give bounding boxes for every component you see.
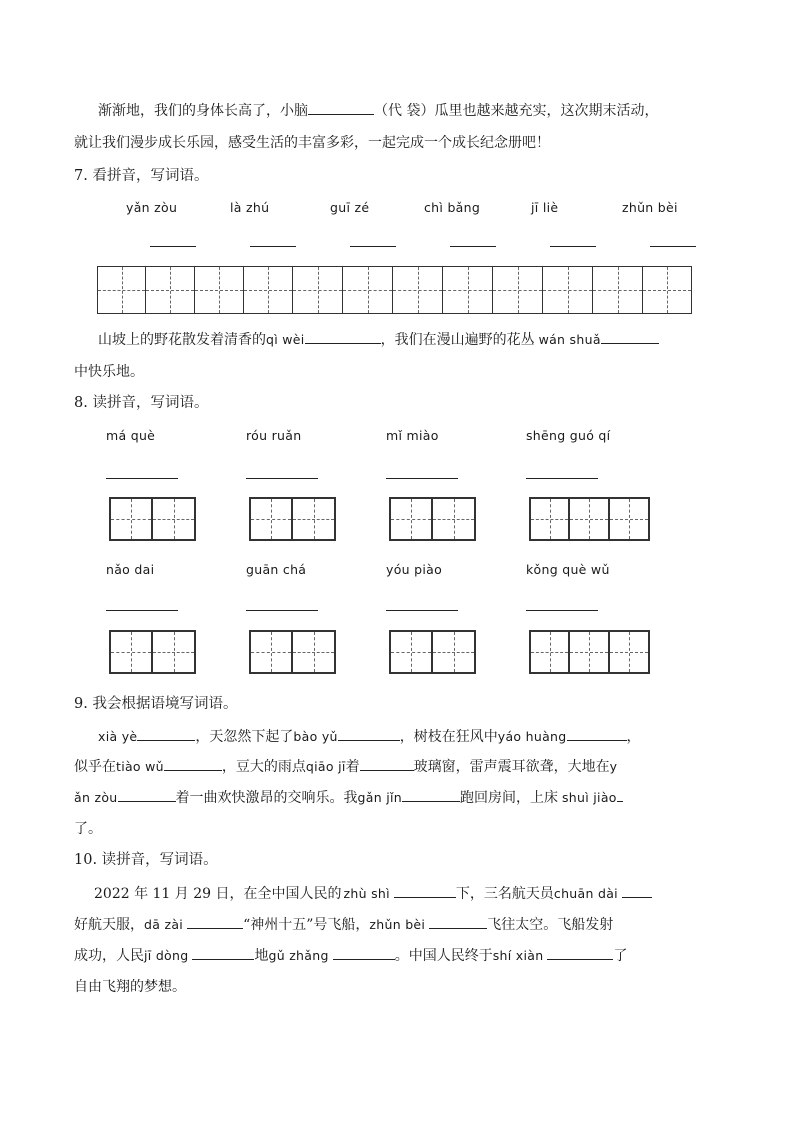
q8-answer-line[interactable] — [106, 478, 178, 479]
answer-blank[interactable] — [164, 756, 222, 771]
q8-grid-1[interactable] — [109, 497, 196, 541]
q8-grid-6[interactable] — [249, 630, 336, 674]
q8-answer-line[interactable] — [526, 610, 598, 611]
q8-grid-5[interactable] — [109, 630, 196, 674]
writing-cell[interactable] — [529, 630, 570, 674]
q7-answer-line[interactable] — [650, 246, 696, 247]
q9-text: ，天忽然下起了 — [195, 729, 294, 745]
writing-cell[interactable] — [293, 630, 336, 674]
q9-text: 着 — [345, 759, 360, 775]
answer-blank[interactable] — [429, 914, 487, 929]
writing-cell[interactable] — [433, 497, 476, 541]
q10-line-4: 自由飞翔的梦想。 — [74, 979, 186, 995]
q9-text: 玻璃窗，雷声震耳欲聋，大地在 — [413, 759, 610, 775]
q10-pinyin-zhushi: zhù shì — [343, 886, 390, 901]
q9-text: ，树枝在狂风中 — [399, 729, 498, 745]
writing-cell[interactable] — [389, 630, 433, 674]
q7-heading: 7. 看拼音，写词语。 — [74, 168, 209, 184]
q10-pinyin-jidong: jī dòng — [144, 948, 189, 963]
q10-line-1 — [94, 879, 652, 909]
intro-choice: （代 袋） — [374, 103, 435, 119]
q7-answer-line[interactable] — [550, 246, 596, 247]
q8-answer-line[interactable] — [246, 478, 318, 479]
writing-cell[interactable] — [153, 497, 196, 541]
q9-pinyin-ganjin: gǎn jǐn — [357, 790, 402, 805]
answer-blank[interactable] — [394, 883, 456, 898]
writing-cell[interactable] — [109, 630, 153, 674]
writing-cell[interactable] — [529, 497, 570, 541]
q9-line-2 — [74, 752, 617, 782]
q7-text-a: 山坡上的野花散发着清香的 — [98, 332, 266, 348]
q10-pinyin-dazai: dā zài — [144, 917, 184, 932]
intro-text-b: 瓜里也越来越充实，这次期末活动， — [434, 103, 659, 119]
q10-text: “神州十五”号飞船， — [243, 917, 370, 933]
q10-text: 下，三名航天员 — [455, 886, 554, 902]
intro-text-a: 渐渐地，我们的身体长高了，小脑 — [98, 103, 308, 119]
writing-cell[interactable] — [570, 497, 610, 541]
answer-blank[interactable] — [601, 329, 659, 344]
writing-cell[interactable] — [343, 266, 393, 314]
q10-line-3 — [74, 941, 627, 971]
writing-cell[interactable] — [249, 630, 293, 674]
writing-cell[interactable] — [146, 266, 195, 314]
intro-line-1 — [98, 96, 658, 126]
q8-pinyin-1: má què — [106, 428, 156, 443]
q8-answer-line[interactable] — [526, 478, 598, 479]
answer-blank[interactable] — [547, 945, 613, 960]
q9-pinyin-anzou: ǎn zòu — [74, 790, 118, 805]
q8-grid-3[interactable] — [389, 497, 476, 541]
q10-text: 2022 年 11 月 29 日，在全中国人民的 — [94, 886, 342, 902]
q8-pinyin-3: mǐ miào — [386, 428, 439, 443]
intro-line-2: 就让我们漫步成长乐园，感受生活的丰富多彩，一起完成一个成长纪念册吧！ — [74, 135, 550, 151]
q7-pinyin-3: guī zé — [330, 200, 370, 215]
q10-text: 。中国人民终于 — [394, 948, 493, 964]
q8-pinyin-6: guān chá — [246, 562, 307, 577]
q10-text: 了 — [613, 948, 628, 964]
q9-line-1 — [98, 722, 641, 752]
q8-pinyin-2: róu ruǎn — [246, 428, 302, 443]
q8-pinyin-4: shēng guó qí — [526, 428, 611, 443]
writing-cell[interactable] — [195, 266, 244, 314]
answer-blank[interactable] — [402, 787, 460, 802]
writing-cell[interactable] — [443, 266, 493, 314]
q7-text-b: ，我们在漫山遍野的花丛 — [380, 332, 535, 348]
q7-answer-line[interactable] — [250, 246, 296, 247]
q8-answer-line[interactable] — [386, 610, 458, 611]
q7-writing-grid[interactable] — [97, 266, 692, 314]
q9-text: 跑回房间，上床 — [459, 790, 558, 806]
q9-line-4: 了。 — [74, 821, 102, 837]
q8-grid-7[interactable] — [389, 630, 476, 674]
q10-heading: 10. 读拼音，写词语。 — [74, 852, 218, 868]
writing-cell[interactable] — [244, 266, 293, 314]
q9-line-3 — [74, 783, 623, 813]
q10-text: 好航天服， — [74, 917, 144, 933]
answer-blank[interactable] — [192, 945, 254, 960]
q9-pinyin-tiaowu: tiào wǔ — [116, 759, 164, 774]
writing-cell[interactable] — [493, 266, 543, 314]
q7-pinyin-5: jī liè — [531, 200, 559, 215]
q9-pinyin-baoyu: bào yǔ — [293, 729, 338, 744]
answer-blank[interactable] — [622, 883, 652, 898]
q7-pinyin-2: là zhú — [230, 200, 270, 215]
q10-pinyin-guzhang: gǔ zhǎng — [268, 948, 329, 963]
writing-cell[interactable] — [109, 497, 153, 541]
q10-text: 地 — [254, 948, 269, 964]
q7-answer-line[interactable] — [350, 246, 396, 247]
writing-cell[interactable] — [293, 266, 343, 314]
answer-blank[interactable] — [137, 726, 195, 741]
q7-sentence-line-1 — [98, 325, 659, 355]
q8-pinyin-8: kǒng què wǔ — [526, 562, 610, 577]
q10-text: 飞往太空。飞船发射 — [487, 917, 614, 933]
writing-cell[interactable] — [610, 630, 650, 674]
writing-cell[interactable] — [97, 266, 146, 314]
answer-blank[interactable] — [118, 787, 176, 802]
q7-pinyin-6: zhǔn bèi — [622, 200, 678, 215]
q9-text: ，豆大的雨点 — [221, 759, 306, 775]
q9-pinyin-xiaye: xià yè — [98, 729, 138, 744]
q9-text: 着一曲欢快激昂的交响乐。我 — [175, 790, 358, 806]
q9-text: 似乎在 — [74, 759, 116, 775]
answer-blank[interactable] — [333, 945, 395, 960]
answer-blank[interactable] — [567, 726, 627, 741]
q8-pinyin-7: yóu piào — [386, 562, 443, 577]
q9-pinyin-yaohuang: yáo huàng — [497, 729, 567, 744]
answer-blank[interactable] — [187, 914, 243, 929]
writing-cell[interactable] — [543, 266, 593, 314]
q8-grid-2[interactable] — [249, 497, 336, 541]
q9-pinyin-y: y — [609, 759, 618, 774]
writing-cell[interactable] — [293, 497, 336, 541]
q10-pinyin-chuandai: chuān dài — [553, 886, 618, 901]
q8-grid-4[interactable] — [529, 497, 650, 541]
q9-pinyin-qiaoji: qiāo jī — [305, 759, 346, 774]
q7-answer-line[interactable] — [150, 246, 196, 247]
answer-blank[interactable] — [617, 787, 623, 802]
q9-pinyin-shuijiao: shuì jiào — [561, 790, 617, 805]
writing-cell[interactable] — [610, 497, 650, 541]
writing-cell[interactable] — [249, 497, 293, 541]
q9-text: ， — [626, 729, 641, 745]
q10-line-2 — [74, 910, 613, 940]
answer-blank[interactable] — [305, 329, 381, 344]
q10-pinyin-zhunbei: zhǔn bèi — [369, 917, 426, 932]
answer-blank[interactable] — [338, 726, 400, 741]
q8-answer-line[interactable] — [106, 610, 178, 611]
writing-cell[interactable] — [433, 630, 476, 674]
q8-pinyin-5: nǎo dai — [106, 562, 155, 577]
writing-cell[interactable] — [570, 630, 610, 674]
q10-text: 成功，人民 — [74, 948, 144, 964]
q7-pinyin-wanshua: wán shuǎ — [538, 332, 601, 347]
q7-answer-line[interactable] — [450, 246, 496, 247]
q9-heading: 9. 我会根据语境写词语。 — [74, 696, 238, 712]
q7-sentence-line-2: 中快乐地。 — [74, 364, 144, 380]
q8-answer-line[interactable] — [246, 610, 318, 611]
writing-cell[interactable] — [153, 630, 196, 674]
writing-cell[interactable] — [643, 266, 692, 314]
q7-pinyin-1: yǎn zòu — [126, 200, 178, 215]
q7-pinyin-4: chì bǎng — [424, 200, 481, 215]
q8-answer-line[interactable] — [386, 478, 458, 479]
q8-grid-8[interactable] — [529, 630, 650, 674]
writing-cell[interactable] — [393, 266, 443, 314]
q8-heading: 8. 读拼音，写词语。 — [74, 395, 209, 411]
q10-pinyin-shixian: shí xiàn — [492, 948, 544, 963]
writing-cell[interactable] — [389, 497, 433, 541]
answer-blank[interactable] — [308, 100, 374, 115]
writing-cell[interactable] — [593, 266, 643, 314]
answer-blank[interactable] — [360, 756, 414, 771]
q7-pinyin-qiwei: qì wèi — [266, 332, 305, 347]
